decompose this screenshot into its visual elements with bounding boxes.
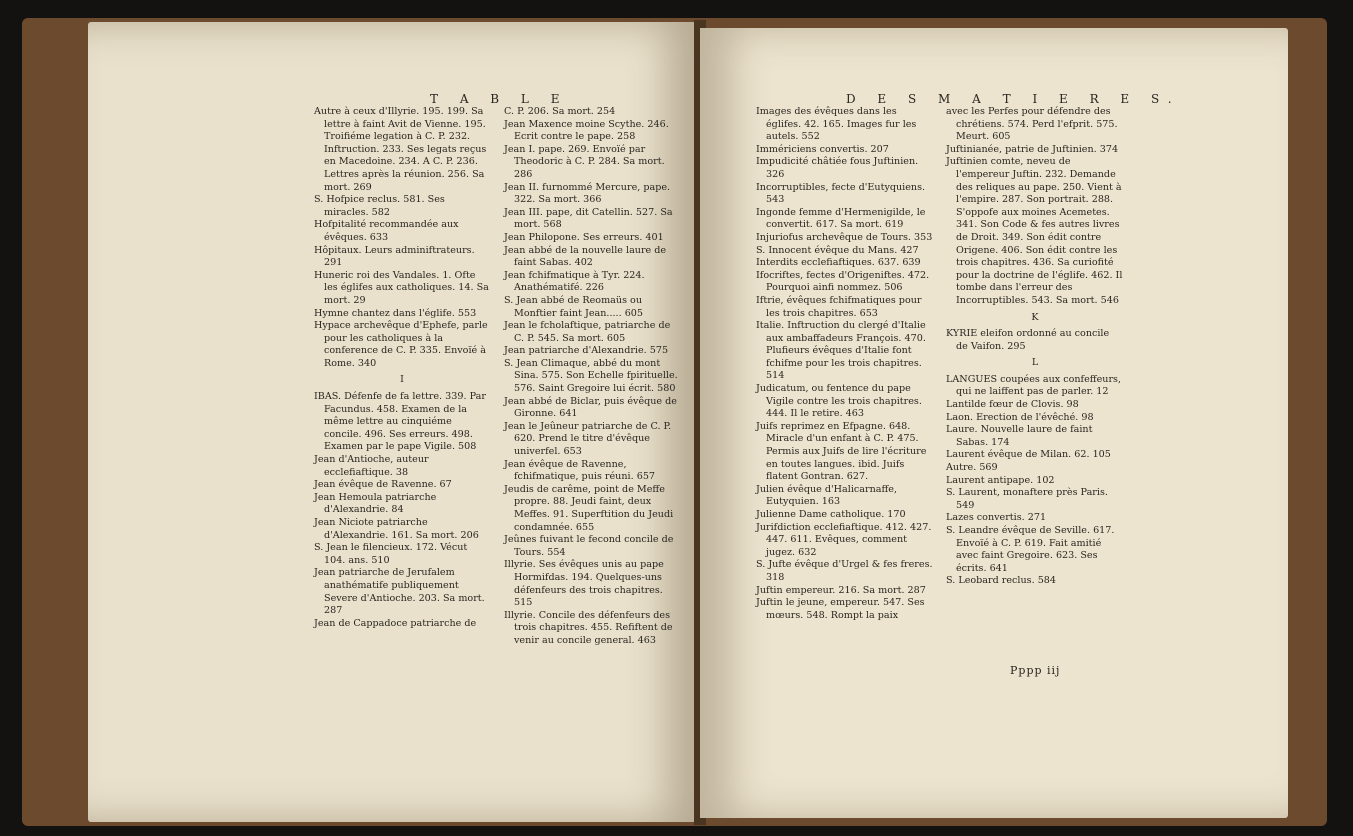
left-running-head: T A B L E (430, 92, 569, 106)
index-entry: Images des évêques dans les églifes. 42. 165. Images fur les autels. 552 (756, 106, 917, 143)
index-entry: Jean évêque de Ravenne. 67 (314, 479, 452, 491)
section-letter: L (1031, 357, 1039, 369)
index-entry: Lantilde fœur de Clovis. 98 (946, 399, 1079, 411)
index-entry: C. P. 206. Sa mort. 254 (504, 106, 616, 117)
index-entry: Jean I. pape. 269. Envoïé par Theodoric à C. P. 284. Sa mort. 286 (504, 143, 665, 180)
right-column-1 (756, 106, 934, 622)
index-entry: Jean patriarche d'Alexandrie. 575 (504, 345, 669, 357)
right-running-head: D E S M A T I E R E S. (846, 92, 1181, 106)
index-entry: avec les Perfes pour défendre des chrétiens. 574. Perd l'efprit. 575. Meurt. 605 (946, 106, 1118, 143)
index-entry: Immériciens convertis. 207 (756, 143, 889, 155)
section-letter: K (1031, 311, 1039, 323)
index-entry: Laurent évêque de Milan. 62. 105 (946, 449, 1111, 461)
index-entry: Hôpitaux. Leurs adminiftrateurs. 291 (314, 244, 475, 269)
index-entry: Jean III. pape, dit Catellin. 527. Sa mort. 568 (504, 206, 673, 231)
index-entry: Interdits ecclefiaftiques. 637. 639 (756, 257, 921, 269)
index-entry: Jean évêque de Ravenne, fchifmatique, puis réuni. 657 (504, 458, 656, 483)
index-entry: S. Leobard reclus. 584 (946, 575, 1057, 587)
index-entry: Laurent antipape. 102 (946, 474, 1055, 486)
index-entry: Laure. Nouvelle laure de faint Sabas. 174 (946, 424, 1093, 448)
index-entry: Italie. Inftruction du clergé d'Italie aux ambaffadeurs François. 470. Plufieurs évêques d'Italie font fchifme pour les trois chapitres. 514 (756, 320, 926, 382)
section-letter: I (400, 374, 404, 386)
index-entry: Jean II. furnommé Mercure, pape. 322. Sa mort. 366 (504, 181, 671, 206)
index-entry: S. Jufte évêque d'Urgel & fes freres. 318 (756, 559, 933, 583)
index-entry: Jean Maxence moine Scythe. 246. Ecrit contre le pape. 258 (504, 118, 669, 143)
index-entry: Jeûnes fuivant le fecond concile de Tours. 554 (504, 534, 674, 558)
index-entry: Illyrie. Ses évêques unis au pape Hormifdas. 194. Quelques-uns défenfeurs des trois chapitres. 515 (504, 559, 664, 609)
index-entry: Huneric roi des Vandales. 1. Ofte les églifes aux catholiques. 14. Sa mort. 29 (314, 269, 489, 306)
index-entry: Lazes convertis. 271 (946, 512, 1047, 524)
index-entry: Incorruptibles, fecte d'Eutyquiens. 543 (756, 181, 926, 206)
index-entry: Iftrie, évêques fchifmatiques pour les trois chapitres. 653 (756, 294, 922, 319)
right-column-2 (946, 106, 1124, 588)
index-entry: S. Innocent évêque du Mans. 427 (756, 244, 919, 256)
index-entry: Jeudis de carême, point de Meffe propre. 88. Jeudi faint, deux Meffes. 91. Superftition du Jeudi condamnée. 655 (504, 483, 674, 533)
left-column-2 (504, 106, 680, 648)
index-entry: LANGUES coupées aux confeffeurs, qui ne laiffent pas de parler. 12 (946, 373, 1122, 398)
index-entry: Jean d'Antioche, auteur ecclefiaftique. 38 (314, 454, 429, 478)
index-entry: Juftinien comte, neveu de l'empereur Juftin. 232. Demande des reliques au pape. 250. Vient à l'empire. 287. Son portrait. 288. S'oppofe aux moines Acemetes. 341. Son Code & fes autres livres de Droit. 349. Son édit contre Origene. 406. Son édit contre les trois chapitres. 436. Sa curiofité pour la doctrine de l'églife. 462. Il tombe dans l'erreur des Incorruptibles. 543. Sa mort. 546 (946, 156, 1123, 306)
index-entry: Ingonde femme d'Hermenigilde, le convertit. 617. Sa mort. 619 (756, 206, 926, 231)
index-entry: Autre à ceux d'Illyrie. 195. 199. Sa lettre à faint Avit de Vienne. 195. Troifiéme legation à C. P. 232. Inftruction. 233. Ses legats reçus en Macedoine. 234. A C. P. 236. Lettres après la réunion. 256. Sa mort. 269 (314, 106, 487, 193)
index-entry: Juifs reprimez en Efpagne. 648. Miracle d'un enfant à C. P. 475. Permis aux Juifs de lire l'écriture en toutes langues. ibid. Juifs flatent Gontran. 627. (756, 420, 927, 483)
page-signature: Pppp iij (1010, 664, 1061, 677)
index-entry: Julienne Dame catholique. 170 (756, 509, 906, 520)
index-entry: Jean le fcholaftique, patriarche de C. P. 545. Sa mort. 605 (504, 320, 671, 344)
left-column-1 (314, 106, 490, 630)
index-entry: Jean Hemoula patriarche d'Alexandrie. 84 (314, 491, 437, 516)
index-entry: Hofpitalité recommandée aux évêques. 633 (314, 219, 459, 243)
index-entry: S. Jean abbé de Reomaüs ou Monftier faint Jean..... 605 (504, 294, 644, 319)
index-entry: Injuriofus archevêque de Tours. 353 (756, 231, 933, 243)
index-entry: IBAS. Défenfe de fa lettre. 339. Par Facundus. 458. Examen de la même lettre au cinquiéme concile. 496. Ses erreurs. 498. Examen par le pape Vigile. 508 (314, 391, 486, 453)
index-entry: Julien évêque d'Halicarnaffe, Eutyquien. 163 (756, 483, 898, 508)
index-entry: Jean de Cappadoce patriarche de (314, 617, 477, 629)
index-entry: S. Jean le filencieux. 172. Vécut 104. ans. 510 (314, 542, 468, 566)
index-entry: S. Jean Climaque, abbé du mont Sina. 575. Son Echelle fpirituelle. 576. Saint Gregoire lui écrit. 580 (504, 357, 678, 395)
index-entry: Judicatum, ou fentence du pape Vigile contre les trois chapitres. 444. Il le retire. 463 (756, 383, 922, 420)
index-entry: Juftinianée, patrie de Juftinien. 374 (946, 143, 1119, 155)
index-entry: Jean Niciote patriarche d'Alexandrie. 161. Sa mort. 206 (314, 517, 479, 541)
index-entry: Juftin empereur. 216. Sa mort. 287 (756, 584, 926, 596)
index-entry: S. Laurent, monaftere près Paris. 549 (946, 487, 1108, 511)
index-entry: Jean patriarche de Jerufalem anathématife publiquement Severe d'Antioche. 203. Sa mort. 287 (314, 567, 485, 617)
index-entry: Jurifdiction ecclefiaftique. 412. 427. 447. 611. Evêques, comment jugez. 632 (756, 521, 932, 558)
index-entry: Jean fchifmatique à Tyr. 224. Anathématifé. 226 (504, 269, 645, 294)
index-entry: Autre. 569 (946, 462, 998, 474)
index-entry: Laon. Erection de l'évêché. 98 (946, 411, 1094, 423)
index-entry: S. Leandre évêque de Seville. 617. Envoïé à C. P. 619. Fait amitié avec faint Gregoire. 623. Ses écrits. 641 (946, 525, 1115, 574)
index-entry: Jean le Jeûneur patriarche de C. P. 620. Prend le titre d'évêque univerfel. 653 (504, 420, 672, 458)
index-entry: Juftin le jeune, empereur. 547. Ses mœurs. 548. Rompt la paix (756, 597, 925, 621)
index-entry: KYRIE eleifon ordonné au concile de Vaifon. 295 (946, 328, 1110, 352)
index-entry: Illyrie. Concile des défenfeurs des trois chapitres. 455. Refiftent de venir au concile general. 463 (504, 609, 673, 646)
index-entry: Jean Philopone. Ses erreurs. 401 (504, 231, 664, 243)
index-entry: S. Hofpice reclus. 581. Ses miracles. 582 (314, 194, 445, 218)
index-entry: Hymne chantez dans l'églife. 553 (314, 307, 477, 319)
index-entry: Jean abbé de Biclar, puis évêque de Gironne. 641 (504, 395, 677, 420)
index-entry: Hypace archevêque d'Ephefe, parle pour les catholiques à la conference de C. P. 335. Envoïé à Rome. 340 (314, 320, 488, 369)
index-entry: Ifocriftes, fectes d'Origeniftes. 472. Pourquoi ainfi nommez. 506 (756, 269, 930, 294)
index-entry: Jean abbé de la nouvelle laure de faint Sabas. 402 (504, 244, 667, 269)
index-entry: Impudicité châtiée fous Juftinien. 326 (756, 156, 919, 180)
